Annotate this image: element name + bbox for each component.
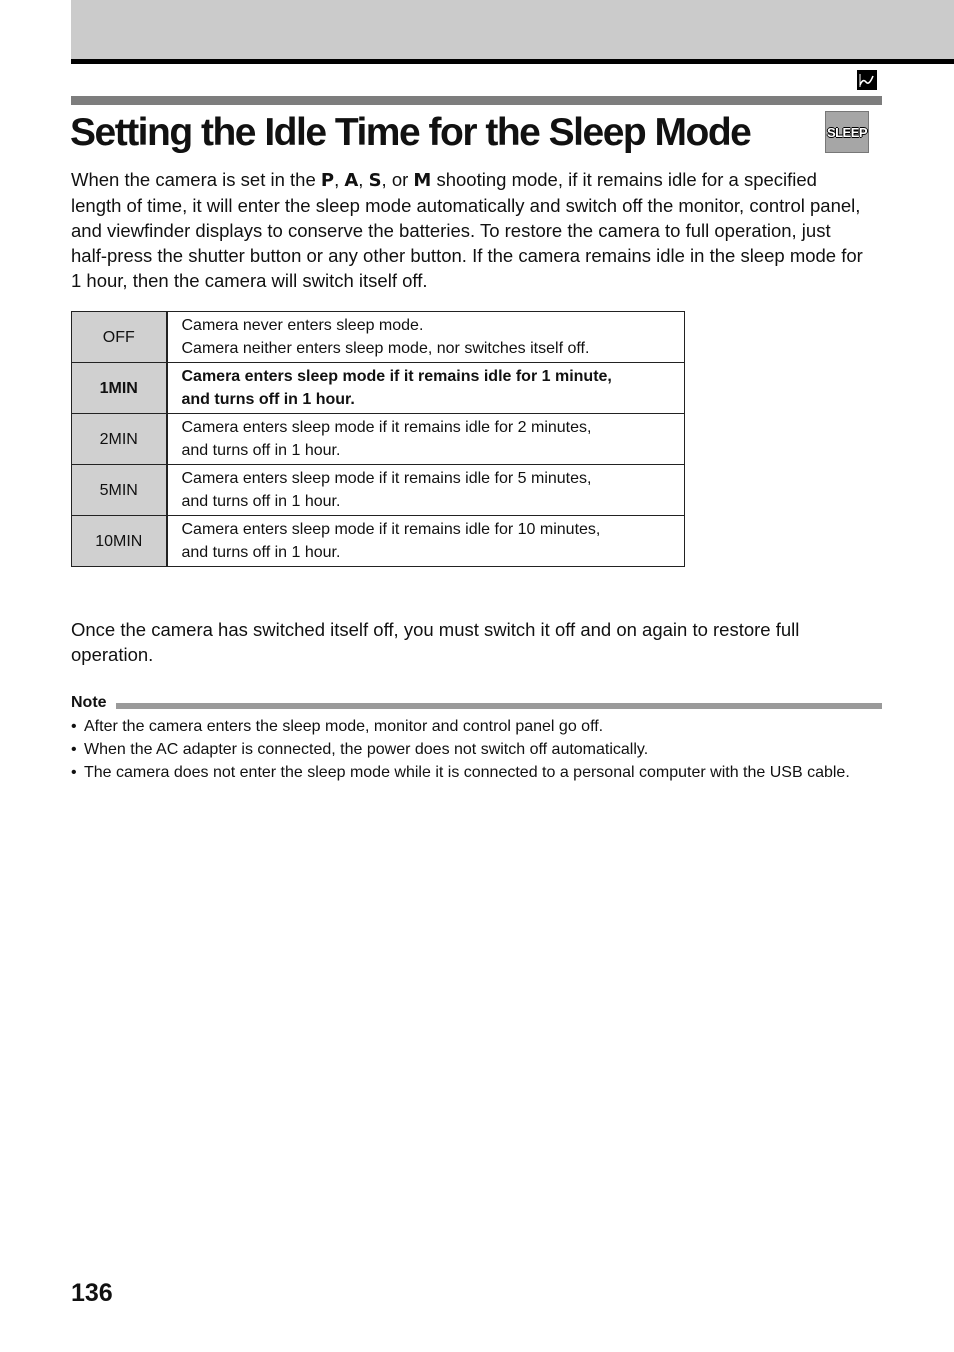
intro-text: ,	[358, 169, 369, 190]
sleep-badge-label: SLEEP	[826, 124, 868, 140]
description-line: Camera enters sleep mode if it remains idle for 10 minutes,	[181, 521, 601, 538]
option-cell: OFF	[72, 312, 167, 363]
table-row	[72, 312, 685, 363]
description-line: Camera enters sleep mode if it remains idle for 1 minute,	[181, 368, 612, 385]
intro-text: ,	[334, 169, 345, 190]
mode-a: A	[344, 170, 359, 191]
description-cell	[167, 516, 685, 567]
intro-paragraph	[71, 167, 871, 293]
note-heading: Note	[71, 694, 107, 711]
option-cell: 1MIN	[72, 363, 167, 414]
description-line: and turns off in 1 hour.	[181, 493, 341, 510]
description-line: Camera neither enters sleep mode, nor switches itself off.	[181, 340, 590, 357]
note-item: • The camera does not enter the sleep mode while it is connected to a personal computer with the USB cable.	[71, 761, 881, 784]
page-number: 136	[71, 1279, 113, 1307]
note-rule	[116, 703, 882, 709]
sleep-badge-icon	[825, 111, 869, 153]
outro-paragraph: Once the camera has switched itself off, you must switch it off and on again to restore full operation.	[71, 619, 800, 665]
table-row-selected	[72, 363, 685, 414]
mode-m: M	[413, 170, 432, 191]
note-item: • When the AC adapter is connected, the power does not switch off automatically.	[71, 738, 881, 761]
camera-mode-icon	[857, 70, 877, 90]
mode-s: S	[368, 170, 382, 191]
intro-text: When the camera is set in the	[71, 169, 321, 190]
page-title: Setting the Idle Time for the Sleep Mode	[70, 111, 751, 154]
option-cell: 2MIN	[72, 414, 167, 465]
description-cell	[167, 363, 685, 414]
description-cell	[167, 312, 685, 363]
table-row	[72, 465, 685, 516]
description-line: Camera never enters sleep mode.	[181, 317, 424, 334]
sleep-settings-table	[71, 311, 685, 567]
header-rule	[71, 59, 954, 64]
description-cell	[167, 465, 685, 516]
option-cell: 10MIN	[72, 516, 167, 567]
table-row	[72, 414, 685, 465]
note-list	[71, 715, 881, 784]
description-line: and turns off in 1 hour.	[181, 544, 341, 561]
description-line: and turns off in 1 hour.	[181, 442, 341, 459]
option-cell: 5MIN	[72, 465, 167, 516]
description-line: and turns off in 1 hour.	[181, 391, 355, 408]
intro-text: , or	[381, 169, 414, 190]
title-rule	[71, 96, 882, 105]
description-line: Camera enters sleep mode if it remains idle for 5 minutes,	[181, 470, 592, 487]
description-cell	[167, 414, 685, 465]
mode-p: P	[320, 170, 335, 191]
description-line: Camera enters sleep mode if it remains idle for 2 minutes,	[181, 419, 592, 436]
intro-text: shooting mode, if it remains idle for a specified length of time, it will enter the sleep mode automatically and switch off the monitor, control panel, and viewfinder displays to conserve the batteries. To restore the camera to full operation, just half-press the shutter button or any other button. If the camera remains idle in the sleep mode for 1 hour, then the camera will switch itself off.	[71, 169, 863, 291]
note-item: • After the camera enters the sleep mode, monitor and control panel go off.	[71, 715, 881, 738]
header-band	[71, 0, 954, 60]
table-row	[72, 516, 685, 567]
